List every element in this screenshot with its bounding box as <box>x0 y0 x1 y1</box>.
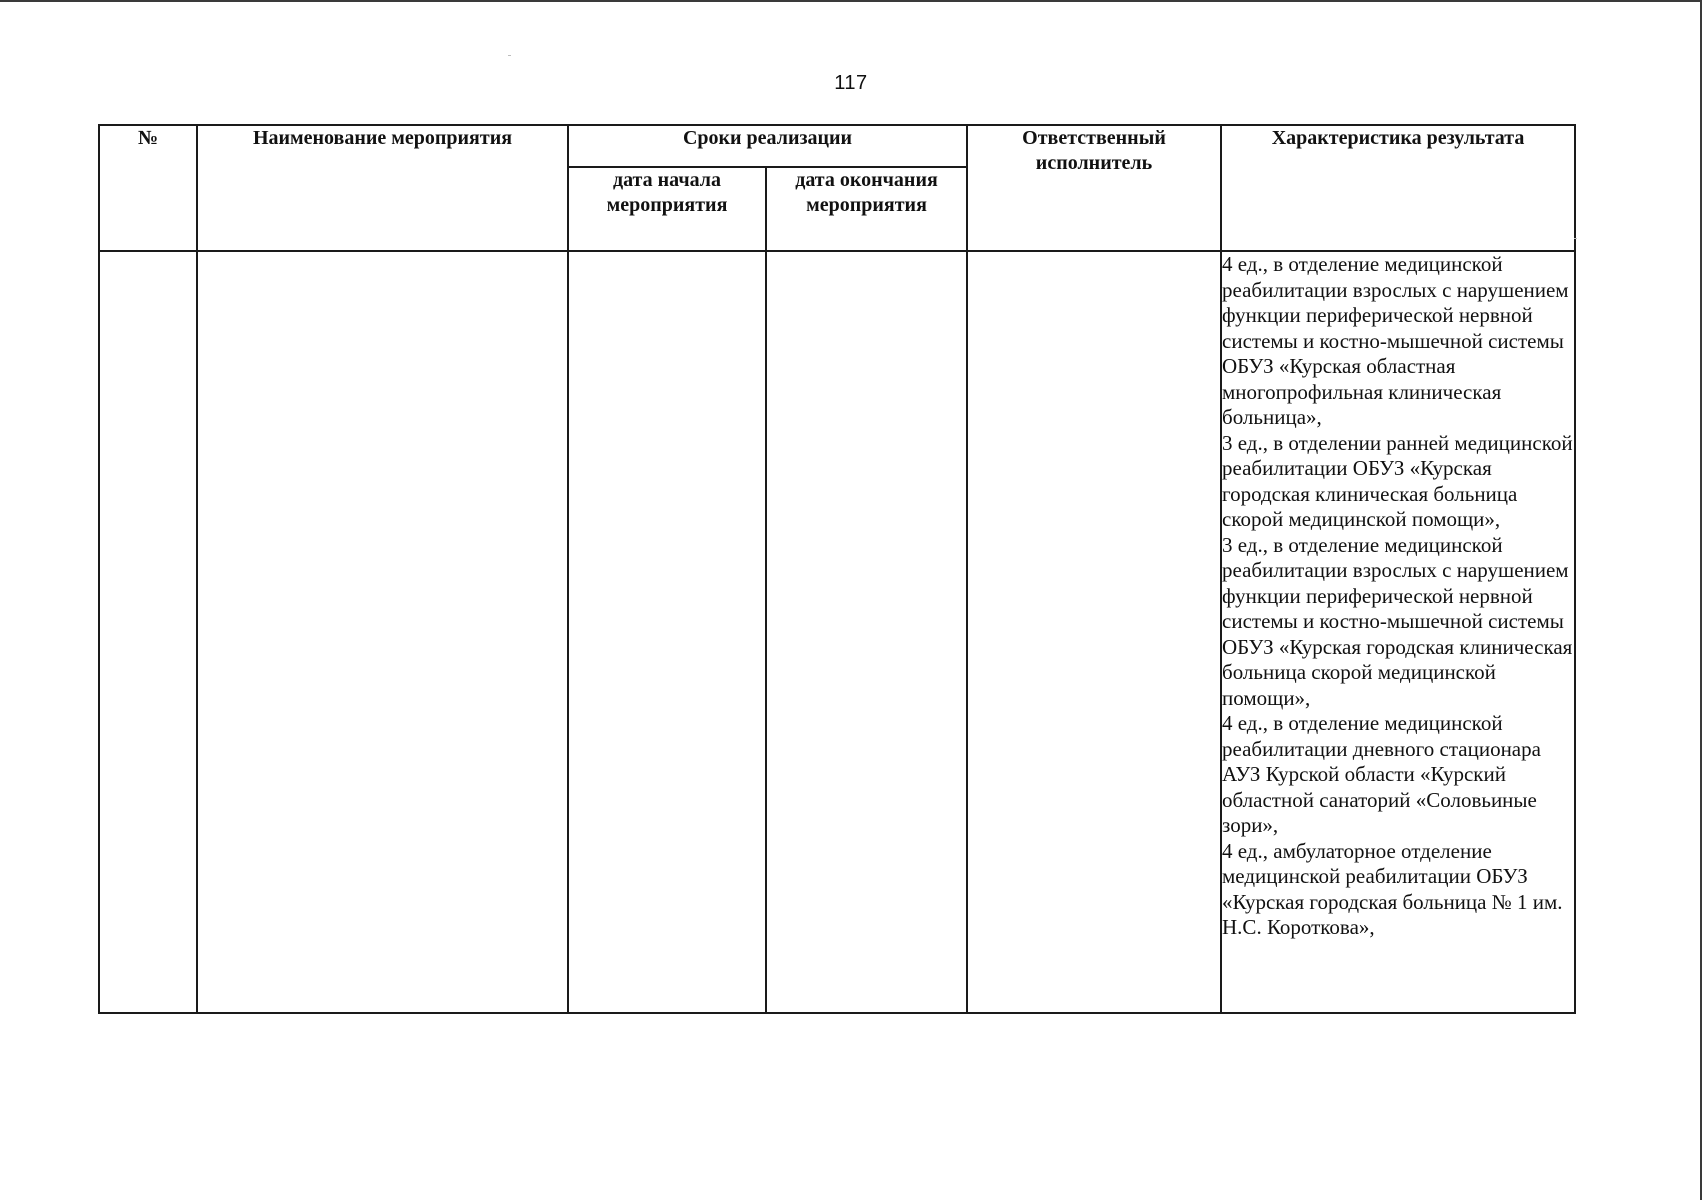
table-header <box>99 125 1575 251</box>
header-terms: Сроки реализации <box>568 125 967 167</box>
result-item: 4 ед., в отделение медицинской реабилитации взрослых с нарушением функции периферической нервной системы и костно-мышечной системы ОБУЗ «Курская областная многопрофильная клиническая больница», <box>1222 252 1569 429</box>
header-responsible <box>967 125 1221 251</box>
cell-result <box>1221 251 1575 1013</box>
result-item: 4 ед., в отделение медицинской реабилитации дневного стационара АУЗ Курской области «Курский областной санаторий «Соловьиные зори», <box>1222 711 1541 837</box>
cell-start <box>568 251 766 1013</box>
cell-name <box>197 251 568 1013</box>
scan-speck <box>508 55 511 56</box>
header-responsible-label: Ответственный исполнитель <box>1022 127 1166 174</box>
cell-num <box>99 251 197 1013</box>
header-row-main <box>99 125 1575 167</box>
header-end-label: дата окончания мероприятия <box>795 169 938 216</box>
header-result: Характеристика результата <box>1221 125 1575 251</box>
header-name: Наименование мероприятия <box>197 125 568 251</box>
result-item: 3 ед., в отделение медицинской реабилитации взрослых с нарушением функции периферической нервной системы и костно-мышечной системы ОБУЗ «Курская городская клиническая больница скорой медицинской помощи», <box>1222 532 1573 710</box>
scan-speck <box>1574 238 1577 239</box>
header-num: № <box>99 125 197 251</box>
table-row <box>99 251 1575 1013</box>
result-item: 3 ед., в отделении ранней медицинской реабилитации ОБУЗ «Курская городская клиническая больница скорой медицинской помощи», <box>1222 430 1573 531</box>
cell-end <box>766 251 967 1013</box>
page-number: 117 <box>834 72 868 94</box>
activities-table <box>98 124 1576 1014</box>
cell-responsible <box>967 251 1221 1013</box>
header-start <box>568 167 766 251</box>
header-end <box>766 167 967 251</box>
header-start-label: дата начала мероприятия <box>606 169 728 216</box>
scan-edge-top <box>0 0 1702 2</box>
result-item: 4 ед., амбулаторное отделение медицинской реабилитации ОБУЗ «Курская городская больница № 1 им. Н.С. Короткова», <box>1222 838 1563 939</box>
